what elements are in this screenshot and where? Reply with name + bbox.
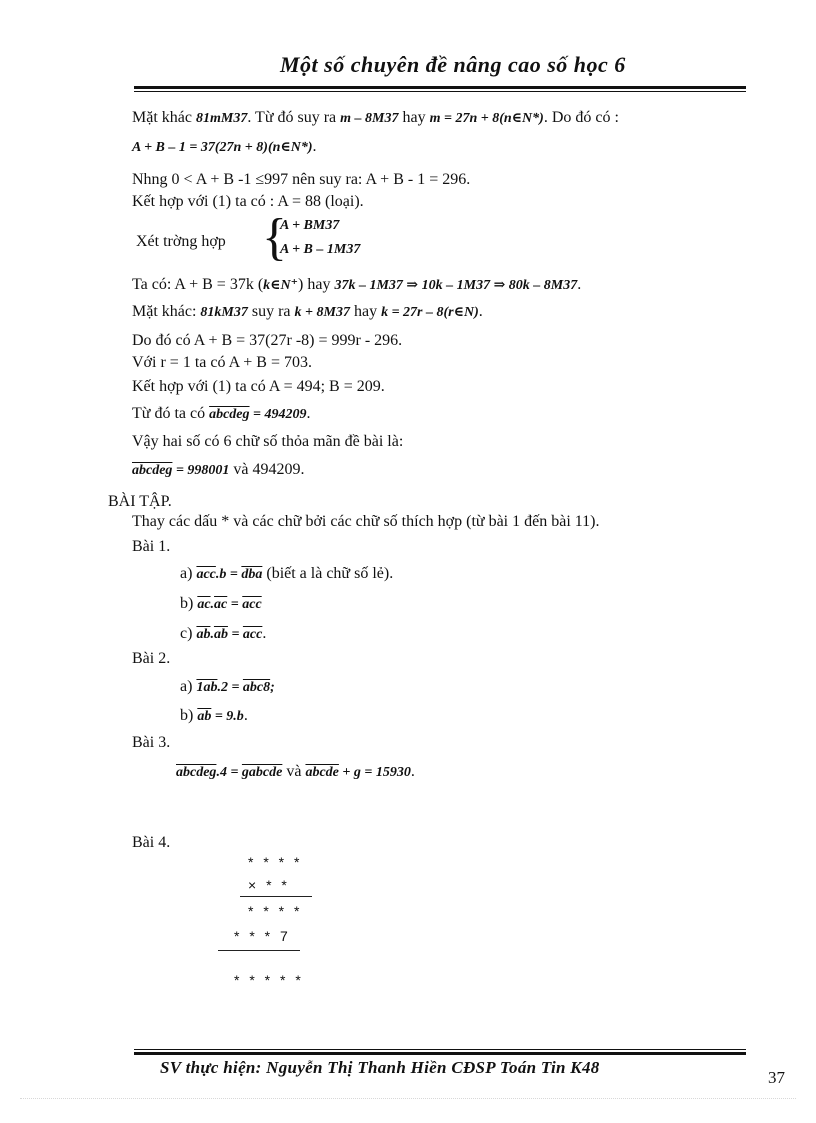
footer-rule-thick — [134, 1052, 746, 1055]
header-rule-thick — [134, 86, 746, 89]
text-line-3: Nhng 0 < A + B -1 ≤997 nên suy ra: A + B - 1 = 296. — [132, 171, 471, 188]
text-line-9: Với r = 1 ta có A + B = 703. — [132, 354, 312, 371]
system-line-1: A + BM37 — [280, 218, 340, 233]
bai4-row-4: * * * 7 — [234, 928, 291, 944]
footer-rule-thin — [134, 1049, 746, 1050]
bai4-line-1 — [240, 896, 312, 897]
text-line-4: Kết hợp với (1) ta có : A = 88 (loại). — [132, 193, 364, 210]
exercises-intro: Thay các dấu * và các chữ bởi các chữ số thích hợp (từ bài 1 đến bài 11). — [132, 513, 600, 530]
text-line-11: Từ đó ta có abcdeg = 494209. — [132, 405, 311, 422]
text-line-6: Ta có: A + B = 37k (k∈N⁺) hay 37k – 1M37 ⇒ 10k – 1M37 ⇒ 80k – 8M37. — [132, 276, 582, 293]
bai4-line-2 — [218, 950, 300, 951]
bai1-c: c) $\overline{ab}.\overline{ab} = \overline{acc}$. — [180, 625, 267, 642]
bottom-dotted-divider — [20, 1098, 796, 1099]
bai4-row-2: × * * — [248, 877, 290, 893]
case-label: Xét trờng hợp — [136, 233, 226, 250]
text-line-13: abcdeg = 998001 và 494209. — [132, 461, 305, 478]
text-line-7: Mặt khác: 81kM37 suy ra k + 8M37 hay k = 27r – 8(r∈N). — [132, 303, 483, 320]
bai4-row-3: * * * * — [248, 903, 303, 919]
system-line-2: A + B – 1M37 — [280, 242, 361, 257]
text-line-12: Vậy hai số có 6 chữ số thỏa mãn đề bài là: — [132, 433, 404, 450]
text-line-10: Kết hợp với (1) ta có A = 494; B = 209. — [132, 378, 385, 395]
system-brace: { — [262, 209, 287, 266]
bai1-label: Bài 1. — [132, 538, 171, 555]
text-line-8: Do đó có A + B = 37(27r -8) = 999r - 296. — [132, 332, 403, 349]
bai3-equation: abcdeg.4 = gabcde và abcde + g = 15930. — [176, 763, 415, 780]
bai4-row-5: * * * * * — [234, 972, 304, 988]
bai4-label: Bài 4. — [132, 834, 171, 851]
header-rule-thin — [134, 91, 746, 92]
bai2-a: a) 1ab.2 = abc8; — [180, 678, 275, 695]
bai3-label: Bài 3. — [132, 734, 171, 751]
bai4-row-1: * * * * — [248, 854, 303, 870]
bai2-b: b) $\overline{ab} = 9.b$. — [180, 707, 248, 724]
page-header-title: Một số chuyên đề nâng cao số học 6 — [280, 52, 626, 77]
bai1-b: b) $\overline{ac}.\overline{ac} = \overline{acc}$ — [180, 595, 262, 612]
text-line-1: Mặt khác 81mM37. Từ đó suy ra m – 8M37 hay m = 27n + 8(n∈N*). Do đó có : — [132, 109, 619, 126]
footer-author: SV thực hiện: Nguyễn Thị Thanh Hiền CĐSP Toán Tin K48 — [160, 1058, 600, 1077]
page-number: 37 — [768, 1068, 785, 1087]
exercises-heading: BÀI TẬP. — [108, 493, 172, 510]
bai2-label: Bài 2. — [132, 650, 171, 667]
text-line-2: A + B – 1 = 37(27n + 8)(n∈N*). — [132, 138, 317, 155]
bai1-a: a) $\overline{acc}.b = \overline{dba}$ (biết a là chữ số lẻ). — [180, 565, 394, 582]
